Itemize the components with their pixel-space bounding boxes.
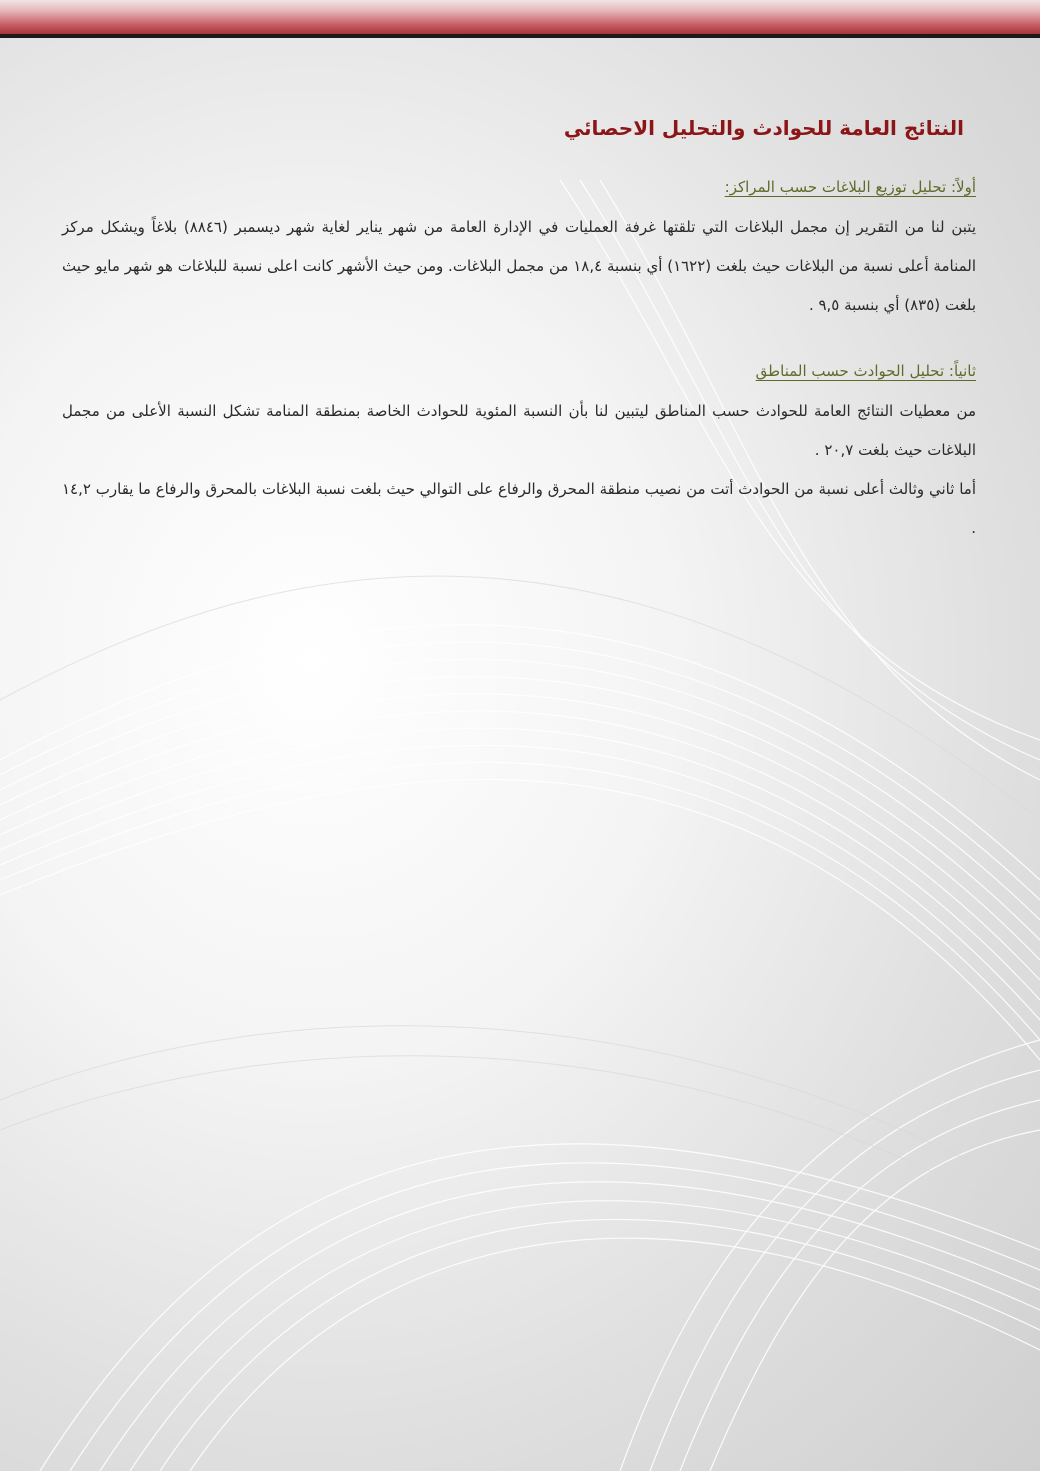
section-centers [62,174,976,325]
paragraph-centers: يتبن لنا من التقرير إن مجمل البلاغات التي تلقتها غرفة العمليات في الإدارة العامة من شهر يناير لغاية شهر ديسمبر (٨٨٤٦) بلاغاً ويشكل مركز المنامة أعلى نسبة من البلاغات حيث بلغت (١٦٢٢) أي بنسبة ١٨,٤ من مجمل البلاغات. ومن حيث الأشهر كانت اعلى نسبة للبلاغات هو شهر مايو حيث بلغت (٨٣٥) أي بنسبة ٩,٥ . [62,218,977,314]
page-title: النتائج العامة للحوادث والتحليل الاحصائي [563,116,964,140]
paragraph-regions-muharraq-riffa: أما ثاني وثالث أعلى نسبة من الحوادث أتت من نصيب منطقة المحرق والرفاع على التوالي حيث بلغت نسبة البلاغات بالمحرق والرفاع ما يقارب ١٤,٢ . [62,480,976,537]
paragraph-regions-manama: من معطيات النتائج العامة للحوادث حسب المناطق ليتبين لنا بأن النسبة المئوية للحوادث الخاصة بمنطقة المنامة تشكل النسبة الأعلى من مجمل البلاغات حيث بلغت ٢٠,٧ . [62,402,976,459]
section-gap [62,325,976,358]
section-regions [62,358,976,548]
section-heading-centers: أولاً: تحليل توزيع البلاغات حسب المراكز: [724,178,976,196]
section-heading-regions: ثانياً: تحليل الحوادث حسب المناطق [755,362,976,380]
report-content [62,108,976,548]
